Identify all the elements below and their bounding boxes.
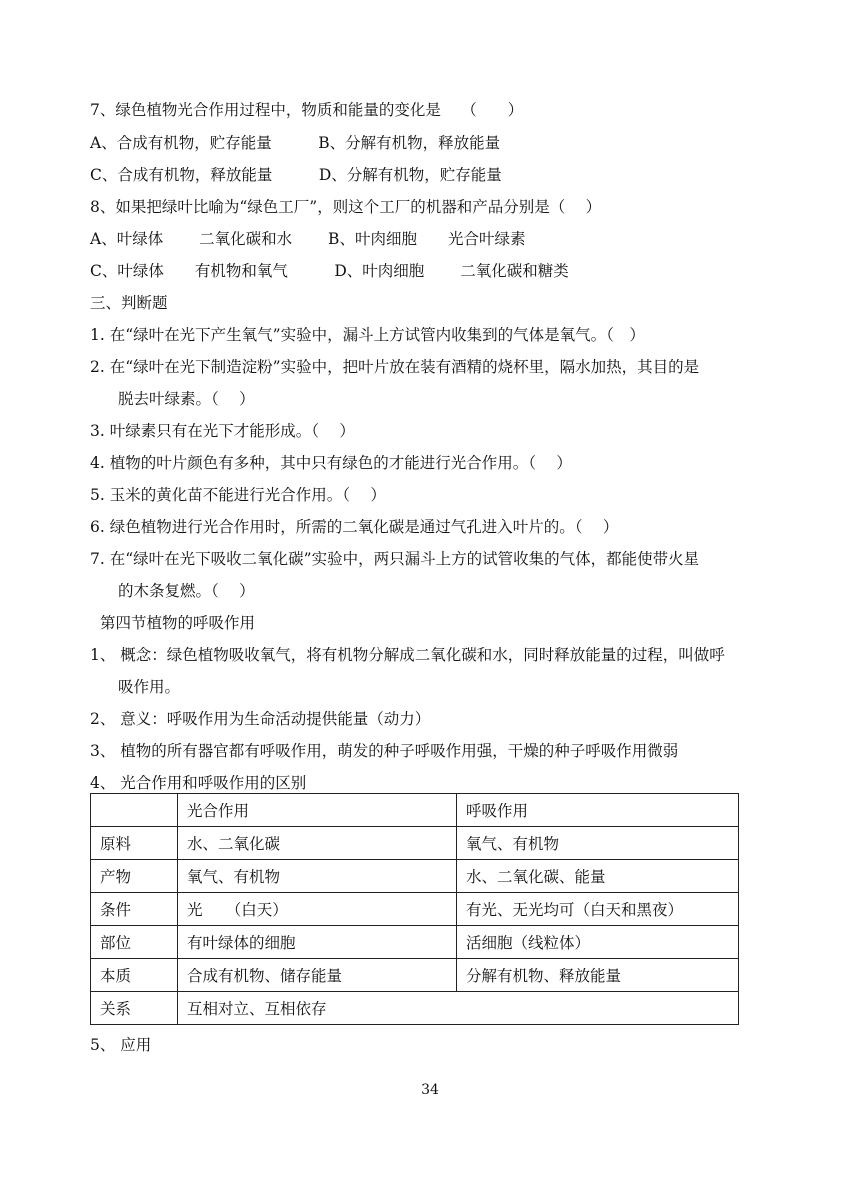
table-cell: 分解有机物、释放能量	[457, 959, 739, 992]
judge-item-7-cont: 的木条复燃。（ ）	[118, 582, 255, 600]
table-cell: 合成有机物、储存能量	[178, 959, 457, 992]
table-cell: 关系	[91, 992, 178, 1025]
question-8-options-ab: A、叶绿体 二氧化碳和水 B、叶肉细胞 光合叶绿素	[90, 230, 526, 248]
section-title: 第四节植物的呼吸作用	[100, 614, 256, 632]
question-7-stem: 7、绿色植物光合作用过程中，物质和能量的变化是 （ ）	[90, 101, 524, 119]
table-cell: 氧气、有机物	[178, 860, 457, 893]
table-header-cell	[91, 794, 178, 827]
table-header-cell: 光合作用	[178, 794, 457, 827]
judge-item-4: 4. 植物的叶片颜色有多种，其中只有绿色的才能进行光合作用。（ ）	[90, 454, 572, 472]
judge-section-title: 三、判断题	[90, 294, 168, 312]
judge-item-6: 6. 绿色植物进行光合作用时，所需的二氧化碳是通过气孔进入叶片的。（ ）	[90, 518, 619, 536]
point-2: 2、 意义：呼吸作用为生命活动提供能量（动力）	[90, 710, 431, 728]
question-8-options-cd: C、叶绿体 有机物和氧气 D、叶肉细胞 二氧化碳和糖类	[90, 262, 569, 280]
table-cell: 互相对立、互相依存	[178, 992, 739, 1025]
table-cell: 活细胞（线粒体）	[457, 926, 739, 959]
table-cell: 光 （白天）	[178, 893, 457, 926]
question-7-options-cd: C、合成有机物，释放能量 D、分解有机物，贮存能量	[90, 166, 502, 184]
question-7-options-ab: A、合成有机物，贮存能量 B、分解有机物，释放能量	[90, 134, 501, 152]
comparison-table	[90, 793, 739, 1025]
judge-item-7: 7. 在“绿叶在光下吸收二氧化碳”实验中，两只漏斗上方的试管收集的气体，都能使带火星	[90, 550, 700, 568]
table-cell: 条件	[91, 893, 178, 926]
judge-item-2-cont: 脱去叶绿素。（ ）	[118, 390, 255, 408]
judge-item-1: 1. 在“绿叶在光下产生氧气”实验中，漏斗上方试管内收集到的气体是氧气。（ ）	[90, 326, 645, 344]
table-cell: 有光、无光均可（白天和黑夜）	[457, 893, 739, 926]
point-1: 1、 概念：绿色植物吸收氧气，将有机物分解成二氧化碳和水，同时释放能量的过程，叫做呼	[90, 646, 725, 664]
table-header-cell: 呼吸作用	[457, 794, 739, 827]
table-header-row	[91, 794, 739, 827]
point-5: 5、 应用	[90, 1036, 152, 1054]
table-cell: 原料	[91, 827, 178, 860]
table-cell: 有叶绿体的细胞	[178, 926, 457, 959]
table-cell: 产物	[91, 860, 178, 893]
question-8-stem: 8、如果把绿叶比喻为“绿色工厂”，则这个工厂的机器和产品分别是（ ）	[90, 198, 602, 216]
table-row	[91, 893, 739, 926]
table-cell: 水、二氧化碳	[178, 827, 457, 860]
point-4: 4、 光合作用和呼吸作用的区别	[90, 774, 307, 792]
table-row	[91, 926, 739, 959]
judge-item-5: 5. 玉米的黄化苗不能进行光合作用。（ ）	[90, 486, 386, 504]
point-3: 3、 植物的所有器官都有呼吸作用，萌发的种子呼吸作用强，干燥的种子呼吸作用微弱	[90, 742, 679, 760]
table-row-relation	[91, 992, 739, 1025]
table-row	[91, 860, 739, 893]
judge-item-2: 2. 在“绿叶在光下制造淀粉”实验中，把叶片放在装有酒精的烧杯里，隔水加热，其目的是	[90, 358, 700, 376]
table-cell: 水、二氧化碳、能量	[457, 860, 739, 893]
table-row	[91, 959, 739, 992]
judge-item-3: 3. 叶绿素只有在光下才能形成。（ ）	[90, 422, 355, 440]
table-row	[91, 827, 739, 860]
point-1-cont: 吸作用。	[118, 678, 181, 696]
page-number: 34	[421, 1082, 439, 1098]
table-cell: 部位	[91, 926, 178, 959]
table-cell: 本质	[91, 959, 178, 992]
table-cell: 氧气、有机物	[457, 827, 739, 860]
